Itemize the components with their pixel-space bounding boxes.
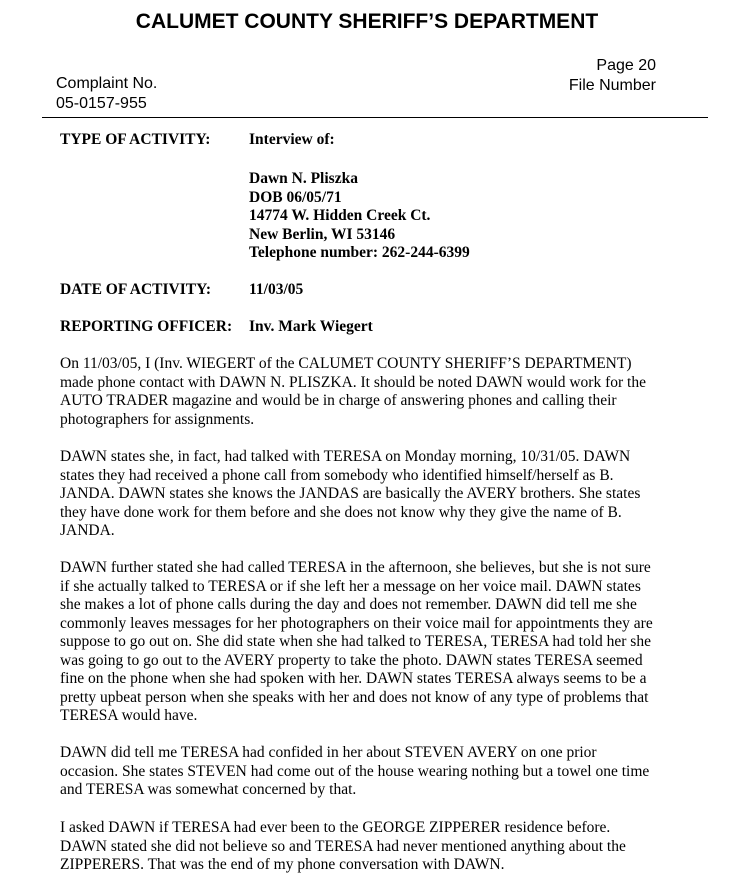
reporting-officer-label: REPORTING OFFICER: [60, 318, 233, 335]
subject-city: New Berlin, WI 53146 [249, 225, 396, 243]
department-title: CALUMET COUNTY SHERIFF’S DEPARTMENT [135, 10, 599, 33]
date-of-activity-value: 11/03/05 [249, 281, 304, 298]
subject-street: 14774 W. Hidden Creek Ct. [249, 207, 431, 224]
subject-phone: Telephone number: 262-244-6399 [249, 244, 470, 261]
narrative-paragraph-4: DAWN did tell me TERESA had confided in her about STEVEN AVERY on one prior occasion. She states STEVEN had come out of the house wearing nothing but a towel one time and TERESA was somewhat concerned by that. [60, 744, 650, 798]
page-number: Page 20 [596, 57, 656, 74]
narrative-paragraph-2: DAWN states she, in fact, had talked with TERESA on Monday morning, 10/31/05. DAWN states they had received a phone call from somebody who identified himself/herself as B. JANDA. DAWN states she knows the JANDAS are basically the AVERY brothers. She states they have done work for them before and she does not know why they give the name of B. JANDA. [60, 448, 641, 539]
type-of-activity-label: TYPE OF ACTIVITY: [60, 131, 211, 148]
date-of-activity-label: DATE OF ACTIVITY: [60, 281, 212, 298]
subject-dob: DOB 06/05/71 [249, 188, 342, 206]
complaint-block [56, 74, 157, 114]
subject-block [249, 170, 470, 263]
complaint-label: Complaint No. [56, 75, 158, 92]
file-number-label: File Number [568, 77, 656, 94]
complaint-number: 05-0157-955 [56, 95, 147, 112]
narrative-paragraph-5: I asked DAWN if TERESA had ever been to the GEORGE ZIPPERER residence before. DAWN stated she did not believe so and TERESA had never mentioned anything about the ZIPPERERS. That was the end of my phone conversation with DAWN. [60, 819, 626, 873]
narrative-paragraph-1: On 11/03/05, I (Inv. WIEGERT of the CALUMET COUNTY SHERIFF’S DEPARTMENT) made phone contact with DAWN N. PLISZKA. It should be noted DAWN would work for the AUTO TRADER magazine and would be in charge of answering phones and calling their photographers for assignments. [60, 355, 646, 428]
narrative-paragraph-3: DAWN further stated she had called TERESA in the afternoon, she believes, but she is not sure if she actually talked to TERESA or if she left her a message on her voice mail. DAWN states she makes a lot of phone calls during the day and does not remember. DAWN did tell me she commonly leaves messages for her photographers on their voice mail for appointments they are suppose to go out on. She did state when she had talked to TERESA, TERESA had told her she was going to go out to the AVERY property to take the photo. DAWN states TERESA seemed fine on the phone when she had spoken with her. DAWN states TERESA always seems to be a pretty upbeat person when she speaks with her and does not know of any type of problems that TERESA would have. [60, 559, 653, 724]
reporting-officer-value: Inv. Mark Wiegert [249, 318, 373, 335]
subject-name: Dawn N. Pliszka [249, 170, 358, 187]
type-of-activity-value: Interview of: [249, 131, 335, 148]
header-divider [42, 117, 708, 118]
